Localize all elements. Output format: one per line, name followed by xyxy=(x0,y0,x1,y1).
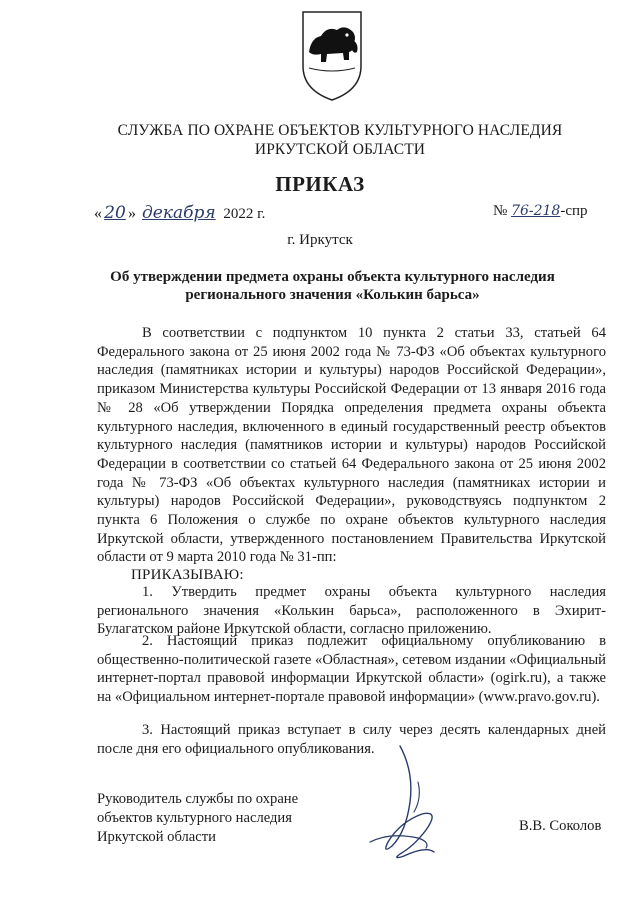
preamble-text: В соответствии с подпунктом 10 пункта 2 статьи 33, статьей 64 Федерального закона от 25 июня 2002 года № 73-ФЗ «Об объектах культурного наследия (памятниках истории и культуры) народов Российской Федерации», приказом Министерства культуры Российской Федерации от 13 января 2016 года № 28 «Об утверждении Порядка определения предмета охраны объекта культурного наследия, включенного в единый государственный реестр объектов культурного наследия (памятников истории и культуры) народов Российской Федерации в соответствии со статьей 64 Федерального закона от 25 июня 2002 года № 73-ФЗ «Об объектах культурного наследия (памятниках истории и культуры) народов Российской Федерации», руководствуясь подпунктом 2 пункта 6 Положения о службе по охране объектов культурного наследия Иркутской области, утвержденного постановлением Правительства Иркутской области от 9 марта 2010 года № 31-пп: xyxy=(97,325,606,566)
handwritten-signature xyxy=(330,742,470,872)
order-item-1-text: 1. Утвердить предмет охраны объекта культурного наследия регионального значения «Колькин барьса», расположенного в Эхирит-Булагатском районе Иркутской области, согласно приложению. xyxy=(97,584,606,638)
signatory-position-line-1: Руководитель службы по охране xyxy=(97,791,299,807)
signatory-position xyxy=(97,790,298,847)
number-value: 76-218 xyxy=(511,203,561,219)
date-close-quote: » xyxy=(128,205,136,222)
order-number xyxy=(493,203,588,220)
date-open-quote: « xyxy=(94,205,102,222)
order-item-2-text: 2. Настоящий приказ подлежит официальному опубликованию в общественно-политической газете «Областная», сетевом издании «Официальный интернет-портал правовой информации Иркутской области» (ogirk.ru), а также на «Официальном интернет-портале правовой информации» (www.pravo.gov.ru). xyxy=(97,633,606,706)
signatory-name: В.В. Соколов xyxy=(519,818,602,834)
subject-line-1: Об утверждении предмета охраны объекта культурного наследия xyxy=(110,269,555,285)
preamble-paragraph xyxy=(97,324,606,567)
signatory-position-line-2: объектов культурного наследия xyxy=(97,810,292,826)
subject-line-2: регионального значения «Колькин барьса» xyxy=(185,287,480,303)
number-prefix: № xyxy=(493,203,508,219)
city: г. Иркутск xyxy=(287,232,353,248)
document-type-title: ПРИКАЗ xyxy=(275,172,365,196)
number-suffix: -спр xyxy=(560,203,588,219)
order-word: ПРИКАЗЫВАЮ: xyxy=(131,567,244,583)
signatory-position-line-3: Иркутской области xyxy=(97,829,216,845)
irkutsk-coat-of-arms-icon xyxy=(297,8,367,104)
order-item-3-text: 3. Настоящий приказ вступает в силу через десять календарных дней после дня его официального опубликования. xyxy=(97,722,606,757)
header-line-1: СЛУЖБА ПО ОХРАНЕ ОБЪЕКТОВ КУЛЬТУРНОГО НАСЛЕДИЯ xyxy=(117,122,563,139)
date-day: 20 xyxy=(104,203,126,223)
date-month: декабря xyxy=(142,203,216,223)
order-item-2 xyxy=(97,632,606,707)
date-year: 2022 г. xyxy=(223,206,266,222)
header-line-2: ИРКУТСКОЙ ОБЛАСТИ xyxy=(254,141,426,158)
order-item-1 xyxy=(97,583,606,639)
order-subject xyxy=(80,268,585,304)
